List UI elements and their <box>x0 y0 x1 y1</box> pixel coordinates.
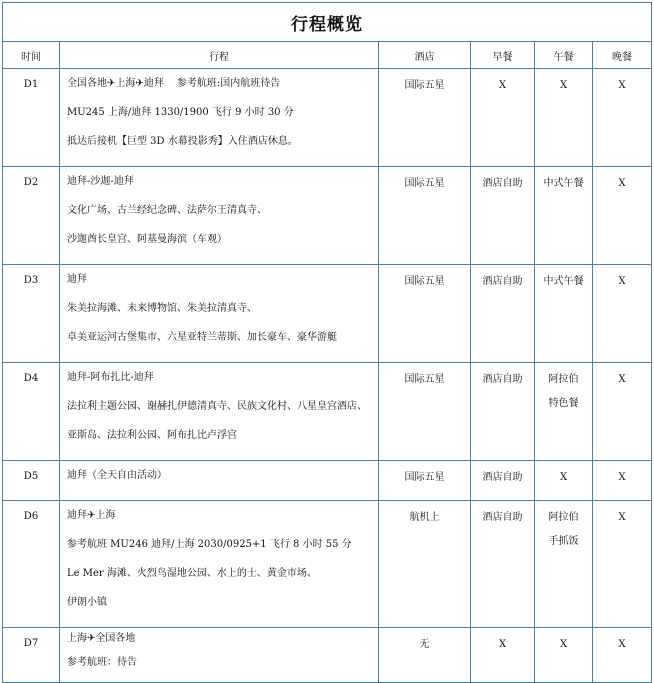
itinerary-line: 参考航班：待告 <box>67 657 137 668</box>
dinner-value: X <box>618 178 626 189</box>
header-itinerary: 行程 <box>60 42 379 69</box>
lunch-value: X <box>559 80 568 91</box>
itinerary-cell <box>60 363 379 461</box>
table-row <box>3 69 652 167</box>
dinner-value: X <box>618 512 626 523</box>
lunch-cell <box>535 363 593 461</box>
day-cell <box>3 501 60 628</box>
dinner-cell <box>593 167 652 265</box>
table-row <box>3 461 652 501</box>
itinerary-line: 朱美拉海滩、未来博物馆、朱美拉清真寺、 <box>67 303 257 314</box>
header-time: 时间 <box>3 42 60 69</box>
table-title: 行程概览 <box>3 3 652 42</box>
header-dinner: 晚餐 <box>593 42 652 69</box>
table-row <box>3 501 652 628</box>
itinerary-line: 上海✈全国各地 <box>67 633 136 644</box>
lunch-cell <box>535 461 593 501</box>
itinerary-line: 迪拜-沙迦-迪拜 <box>67 176 134 187</box>
lunch-cell <box>535 69 593 167</box>
lunch-cell <box>535 265 593 363</box>
breakfast-cell <box>471 363 535 461</box>
lunch-value: 手抓饭 <box>548 536 579 547</box>
lunch-value: 特色餐 <box>548 398 579 409</box>
breakfast-cell <box>471 265 535 363</box>
hotel-value: 无 <box>419 639 430 650</box>
day-label: D5 <box>23 471 39 482</box>
itinerary-line: 迪拜✈上海 <box>67 510 116 521</box>
breakfast-cell <box>471 167 535 265</box>
itinerary-line: Le Mer 海滩、火烈鸟湿地公园、水上的士、黄金市场、 <box>67 568 317 579</box>
itinerary-cell <box>60 501 379 628</box>
breakfast-value: 酒店自助 <box>482 178 523 189</box>
header-lunch: 午餐 <box>535 42 593 69</box>
hotel-cell <box>379 167 471 265</box>
itinerary-cell <box>60 628 379 683</box>
day-cell <box>3 265 60 363</box>
dinner-value: X <box>618 80 626 91</box>
dinner-cell <box>593 501 652 628</box>
day-cell <box>3 461 60 501</box>
itinerary-line: 参考航班 MU246 迪拜/上海 2030/0925+1 飞行 8 小时 55 分 <box>67 539 352 550</box>
lunch-cell <box>535 167 593 265</box>
itinerary-line: 文化广场、古兰经纪念碑、法萨尔王清真寺、 <box>67 205 267 216</box>
dinner-value: X <box>618 374 626 385</box>
dinner-cell <box>593 461 652 501</box>
itinerary-cell <box>60 69 379 167</box>
breakfast-value: 酒店自助 <box>482 512 523 523</box>
day-cell <box>3 69 60 167</box>
itinerary-line: 全国各地✈上海✈迪拜 参考航班:国内航班待告 <box>67 78 281 89</box>
itinerary-line: 卓美亚运河古堡集市、六星亚特兰蒂斯、加长豪车、豪华游艇 <box>67 332 337 343</box>
itinerary-cell <box>60 167 379 265</box>
itinerary-overview <box>2 2 651 668</box>
itinerary-line: 迪拜-阿布扎比-迪拜 <box>67 372 154 383</box>
dinner-value: X <box>618 276 626 287</box>
itinerary-line: 法拉利主题公园、谢赫扎伊德清真寺、民族文化村、八星皇宫酒店、 <box>67 401 367 412</box>
day-cell <box>3 363 60 461</box>
dinner-cell <box>593 628 652 683</box>
header-hotel: 酒店 <box>379 42 471 69</box>
hotel-cell <box>379 628 471 683</box>
day-label: D3 <box>23 275 39 286</box>
breakfast-cell <box>471 69 535 167</box>
hotel-cell <box>379 69 471 167</box>
lunch-value: 中式午餐 <box>543 178 584 189</box>
day-label: D1 <box>23 79 39 90</box>
dinner-value: X <box>618 472 626 483</box>
itinerary-line: 迪拜 <box>67 274 87 285</box>
itinerary-line: 伊朗小镇 <box>67 597 107 608</box>
breakfast-cell <box>471 501 535 628</box>
itinerary-cell <box>60 265 379 363</box>
hotel-cell <box>379 501 471 628</box>
lunch-value: 阿拉伯 <box>548 512 579 523</box>
dinner-value: X <box>618 639 626 650</box>
hotel-value: 国际五星 <box>404 472 445 483</box>
itinerary-line: 抵达后接机【巨型 3D 水幕投影秀】入住酒店休息。 <box>67 136 298 147</box>
lunch-cell <box>535 628 593 683</box>
itinerary-line: 迪拜（全天自由活动） <box>67 470 167 481</box>
table-row <box>3 167 652 265</box>
lunch-value: X <box>559 472 568 483</box>
day-label: D6 <box>23 511 39 522</box>
header-row <box>3 42 652 69</box>
breakfast-value: 酒店自助 <box>482 276 523 287</box>
breakfast-value: X <box>498 80 507 91</box>
lunch-value: 阿拉伯 <box>548 374 579 385</box>
lunch-value: X <box>559 639 568 650</box>
dinner-cell <box>593 69 652 167</box>
header-breakfast: 早餐 <box>471 42 535 69</box>
hotel-cell <box>379 461 471 501</box>
day-label: D2 <box>23 177 39 188</box>
lunch-cell <box>535 501 593 628</box>
day-label: D7 <box>23 638 39 649</box>
table-row <box>3 265 652 363</box>
hotel-value: 国际五星 <box>404 80 445 91</box>
table-row <box>3 628 652 683</box>
breakfast-cell <box>471 461 535 501</box>
itinerary-table <box>2 2 652 683</box>
breakfast-value: 酒店自助 <box>482 374 523 385</box>
dinner-cell <box>593 265 652 363</box>
itinerary-line: MU245 上海/迪拜 1330/1900 飞行 9 小时 30 分 <box>67 107 294 118</box>
lunch-value: 中式午餐 <box>543 276 584 287</box>
breakfast-value: 酒店自助 <box>482 472 523 483</box>
day-cell <box>3 628 60 683</box>
hotel-value: 国际五星 <box>404 374 445 385</box>
hotel-value: 航机上 <box>409 512 440 523</box>
hotel-value: 国际五星 <box>404 178 445 189</box>
hotel-value: 国际五星 <box>404 276 445 287</box>
hotel-cell <box>379 363 471 461</box>
itinerary-line: 沙迦酋长皇宫、阿基曼海滨（车观） <box>67 234 227 245</box>
itinerary-line: 亚斯岛、法拉利公园、阿布扎比卢浮宫 <box>67 430 237 441</box>
day-cell <box>3 167 60 265</box>
breakfast-cell <box>471 628 535 683</box>
breakfast-value: X <box>498 639 507 650</box>
day-label: D4 <box>23 373 39 384</box>
table-row <box>3 363 652 461</box>
dinner-cell <box>593 363 652 461</box>
hotel-cell <box>379 265 471 363</box>
itinerary-cell <box>60 461 379 501</box>
